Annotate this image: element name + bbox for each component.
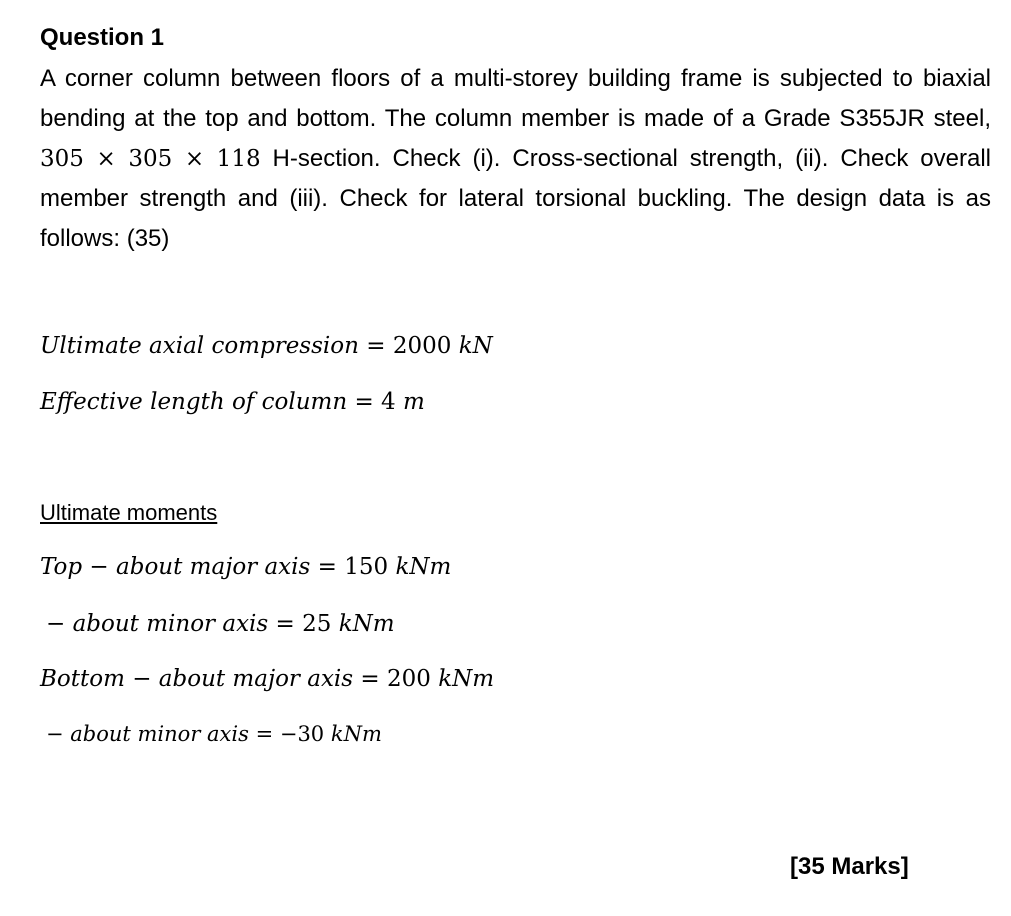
top-minor-value: = 25 — [275, 611, 332, 637]
bottom-minor-moment-equation — [46, 722, 382, 746]
total-marks: [35 Marks] — [790, 853, 909, 880]
bottom-major-label: Bottom − about major axis — [40, 666, 354, 692]
top-major-moment-equation — [40, 554, 451, 580]
section-size: 305 × 305 × 118 — [40, 146, 261, 172]
question-body-rest: H-section. Check (i). Cross-sectional strength, (ii). Check overall member strength and (iii). Check for lateral torsional buckling. The design data is as follows: (35) — [40, 145, 991, 252]
top-major-unit: kNm — [395, 554, 452, 580]
bottom-minor-unit: kNm — [330, 722, 382, 746]
question-intro: A corner column between floors of a multi-storey building frame is subjected to biaxial bending at the top and bottom. The column member is made of a Grade S355JR steel, — [40, 65, 991, 132]
axial-compression-value: = 2000 — [366, 333, 452, 359]
bottom-minor-label: − about minor axis — [46, 722, 249, 746]
axial-compression-label: Ultimate axial compression — [40, 333, 359, 359]
moments-heading: Ultimate moments — [40, 500, 218, 525]
question-title: Question 1 — [40, 24, 165, 51]
effective-length-equation — [40, 389, 425, 415]
effective-length-value: = 4 — [354, 389, 396, 415]
axial-compression-unit: kN — [458, 333, 493, 359]
top-major-value: = 150 — [317, 554, 389, 580]
top-minor-unit: kNm — [338, 611, 395, 637]
bottom-major-moment-equation — [40, 666, 494, 692]
top-minor-moment-equation — [46, 611, 395, 637]
bottom-minor-value: = −30 — [255, 722, 325, 746]
bottom-major-unit: kNm — [438, 666, 495, 692]
bottom-major-value: = 200 — [360, 666, 431, 692]
top-minor-label: − about minor axis — [46, 611, 269, 637]
effective-length-label: Effective length of column — [40, 389, 348, 415]
question-body — [40, 59, 991, 259]
top-major-label: Top − about major axis — [40, 554, 311, 580]
effective-length-unit: m — [403, 389, 425, 415]
axial-compression-equation — [40, 333, 493, 359]
